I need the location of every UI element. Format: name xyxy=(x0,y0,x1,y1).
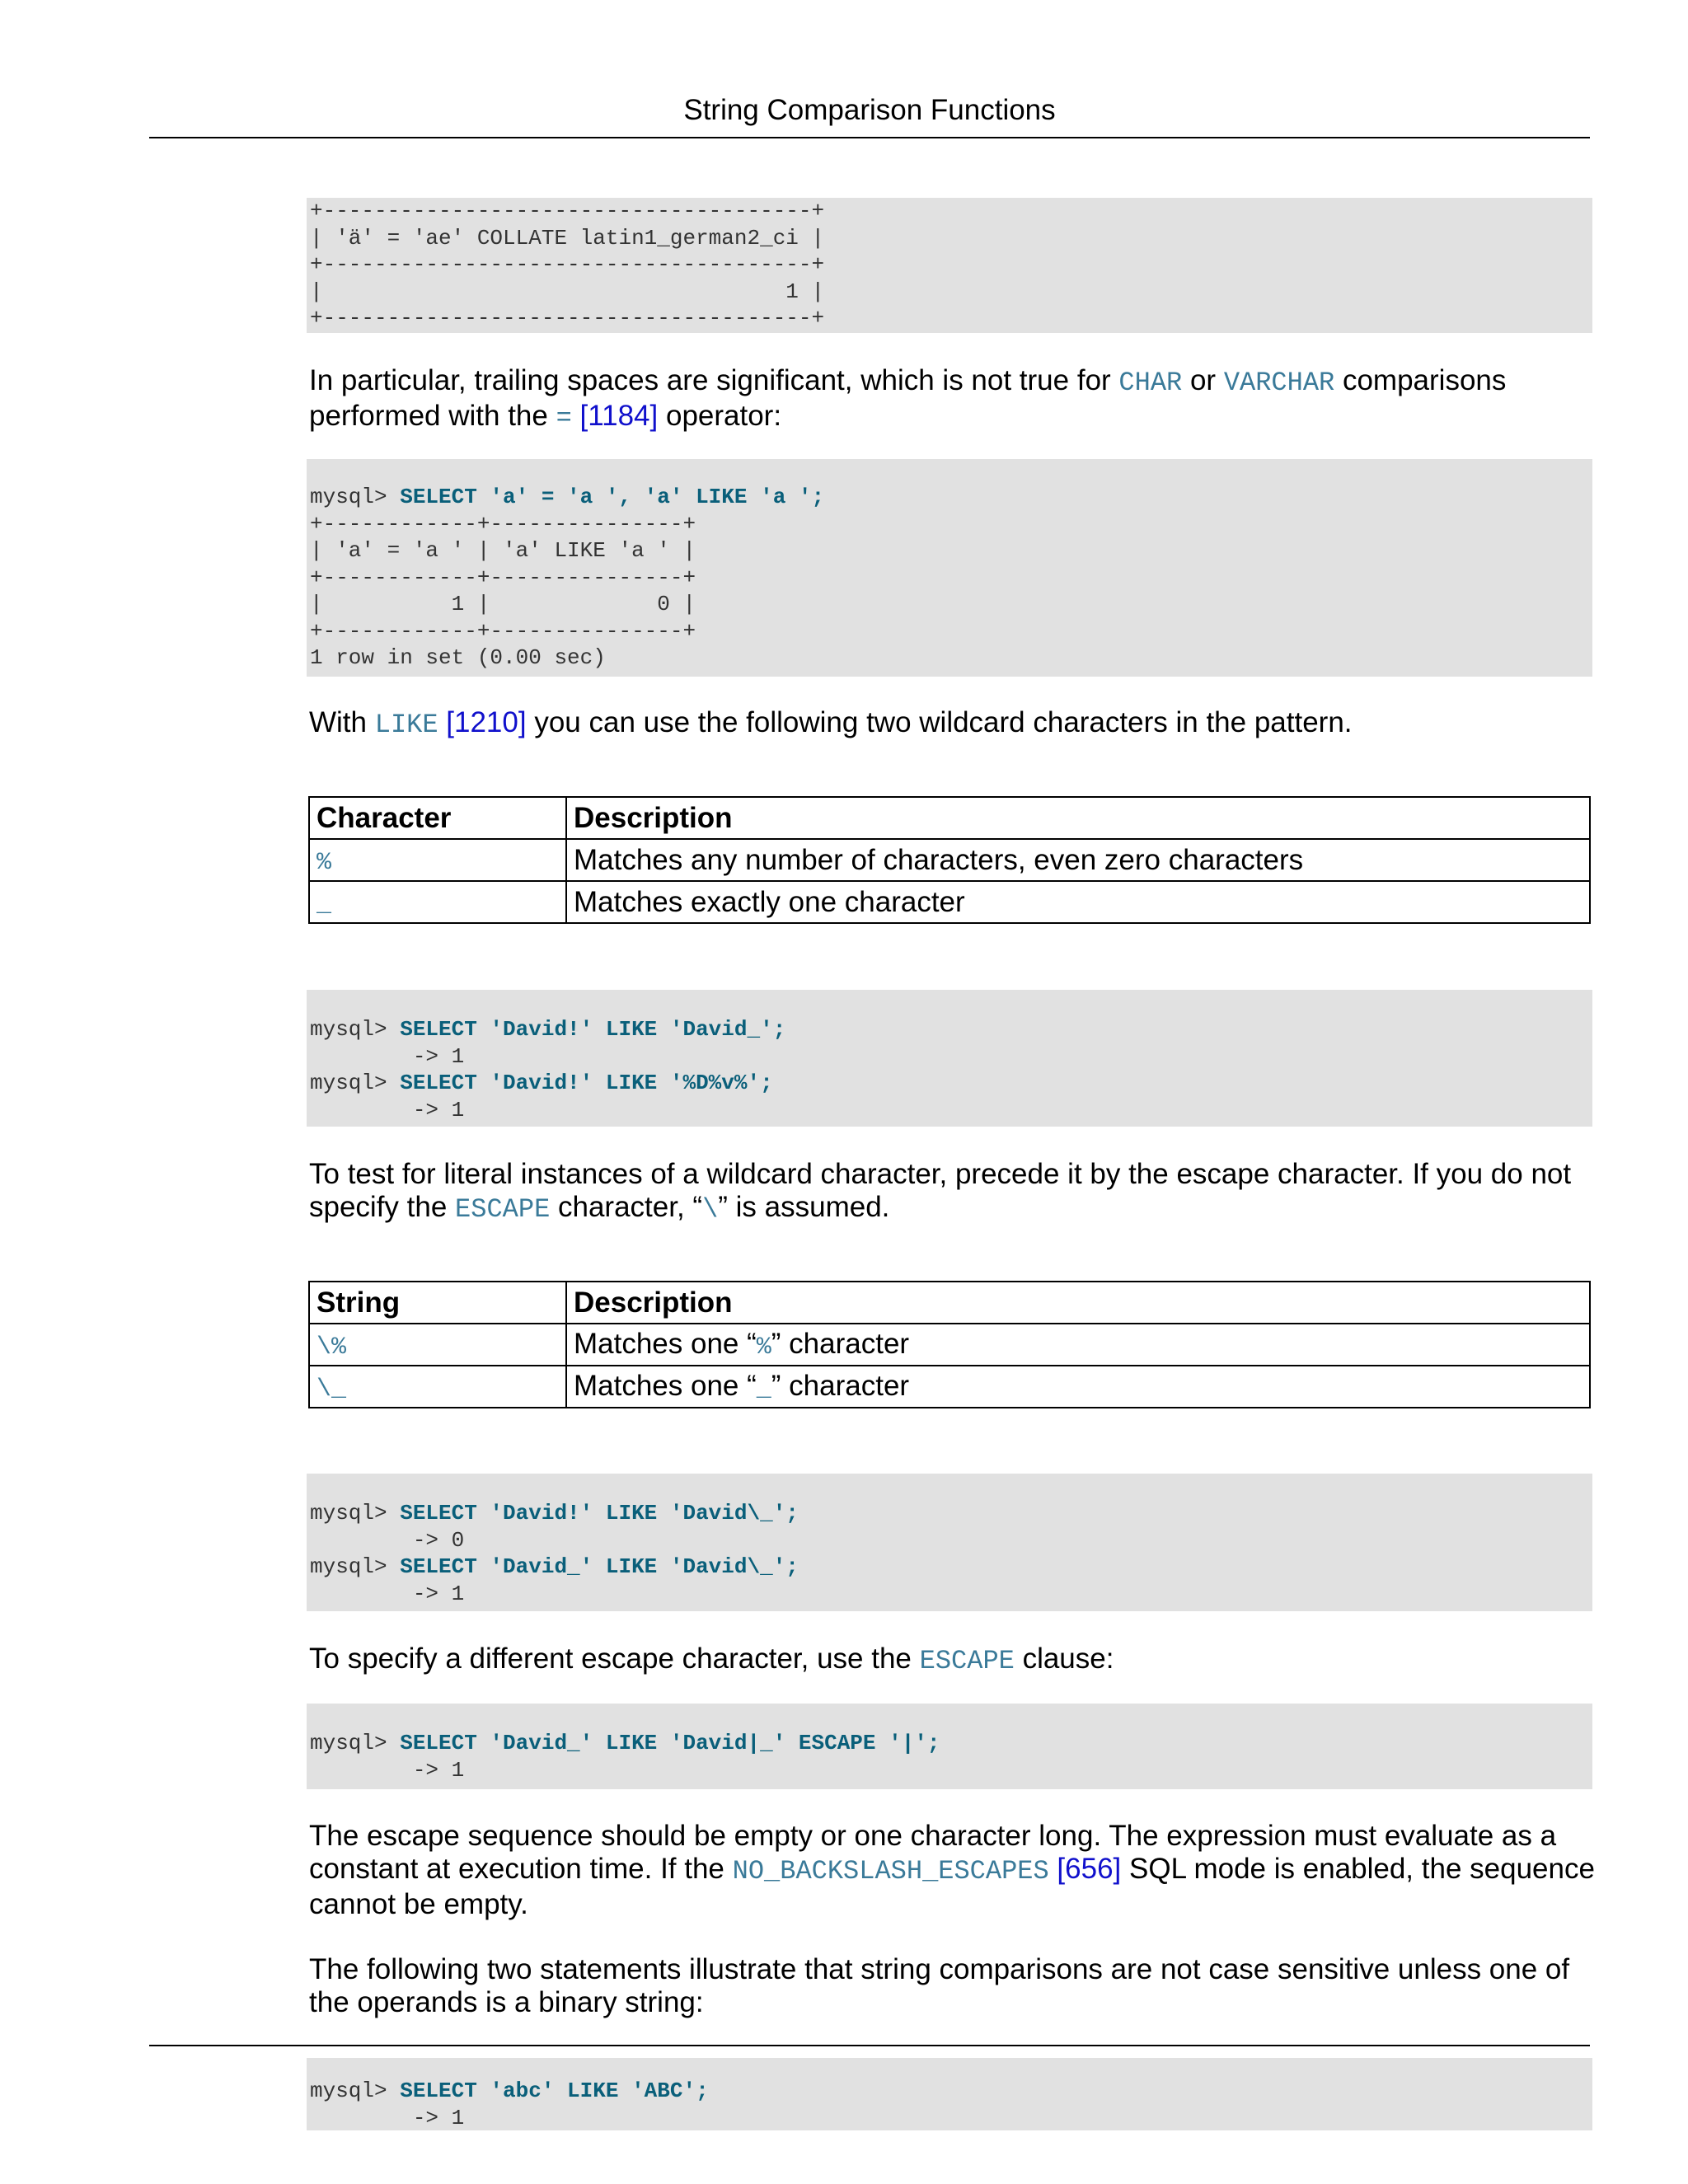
inline-code-varchar[interactable]: VARCHAR xyxy=(1223,368,1335,398)
page-header-title: String Comparison Functions xyxy=(683,94,1056,126)
sql-result: -> 0 xyxy=(310,1527,465,1553)
escape-description: Matches one “_” character xyxy=(566,1366,1590,1408)
sql-statement: SELECT 'David!' LIKE '%D%v%'; xyxy=(400,1071,773,1095)
inline-code-like[interactable]: LIKE xyxy=(374,710,438,740)
code-line: 1 row in set (0.00 sec) xyxy=(310,645,606,670)
sql-statement: SELECT 'a' = 'a ', 'a' LIKE 'a '; xyxy=(400,485,825,509)
inline-code-equals[interactable]: = xyxy=(556,403,572,434)
inline-code-escape[interactable]: ESCAPE xyxy=(919,1646,1015,1676)
wildcard-description: Matches exactly one character xyxy=(566,881,1590,923)
sql-result: -> 1 xyxy=(310,1097,465,1122)
sql-result: -> 1 xyxy=(310,1757,465,1783)
paragraph-like-wildcards: With LIKE [1210] you can use the following two wildcard characters in the pattern. xyxy=(309,706,1353,740)
code-block-escape-clause: mysql> SELECT 'David_' LIKE 'David|_' ESCAPE '|'; -> 1 xyxy=(307,1704,1592,1789)
code-block-escape-examples: mysql> SELECT 'David!' LIKE 'David\_'; -> 0 mysql> SELECT 'David_' LIKE 'David\_'; -> 1 xyxy=(307,1474,1592,1611)
inline-code-escape[interactable]: ESCAPE xyxy=(455,1194,551,1225)
table-header-row xyxy=(309,1282,1590,1324)
sql-statement: SELECT 'David!' LIKE 'David\_'; xyxy=(400,1501,799,1526)
escape-code: \% xyxy=(316,1333,347,1361)
code-block-case-example: mysql> SELECT 'abc' LIKE 'ABC'; -> 1 xyxy=(307,2058,1592,2130)
escape-description: Matches one “%” character xyxy=(566,1324,1590,1366)
code-line: | 1 | xyxy=(310,279,825,304)
code-line: +------------+---------------+ xyxy=(310,565,696,590)
inline-code-no-backslash-escapes[interactable]: NO_BACKSLASH_ESCAPES xyxy=(732,1856,1049,1886)
table-header-row xyxy=(309,797,1590,839)
page-ref-link[interactable]: [1184] xyxy=(579,400,659,432)
escape-string-table xyxy=(308,1281,1591,1408)
code-line: +--------------------------------------+ xyxy=(310,199,825,223)
page-ref-link[interactable]: [1210] xyxy=(446,706,527,738)
code-block-collate-result xyxy=(307,198,1592,333)
code-line: +------------+---------------+ xyxy=(310,618,696,644)
code-block-like-examples: mysql> SELECT 'David!' LIKE 'David_'; -> 1 mysql> SELECT 'David!' LIKE '%D%v%'; -> 1 xyxy=(307,990,1592,1127)
inline-code-backslash: \ xyxy=(702,1194,719,1225)
wildcard-description: Matches any number of characters, even zero characters xyxy=(566,839,1590,881)
table-row xyxy=(309,1324,1590,1366)
sql-statement: SELECT 'David!' LIKE 'David_'; xyxy=(400,1017,786,1042)
sql-statement: SELECT 'David_' LIKE 'David|_' ESCAPE '|'; xyxy=(400,1731,940,1755)
sql-statement: SELECT 'David_' LIKE 'David\_'; xyxy=(400,1554,799,1579)
column-header-character: Character xyxy=(309,797,566,839)
code-line: | 'a' = 'a ' | 'a' LIKE 'a ' | xyxy=(310,538,696,563)
sql-result: -> 1 xyxy=(310,1043,465,1069)
column-header-description: Description xyxy=(566,797,1590,839)
code-line: +------------+---------------+ xyxy=(310,511,696,537)
wildcard-code[interactable]: % xyxy=(316,849,332,877)
table-row xyxy=(309,1366,1590,1408)
wildcard-table xyxy=(308,796,1591,924)
escape-code: \_ xyxy=(316,1376,347,1404)
code-line: +--------------------------------------+ xyxy=(310,306,825,330)
inline-code-char[interactable]: CHAR xyxy=(1118,368,1183,398)
table-row xyxy=(309,839,1590,881)
page-ref-link[interactable]: [656] xyxy=(1057,1853,1122,1885)
table-row xyxy=(309,881,1590,923)
code-line: +--------------------------------------+ xyxy=(310,252,825,277)
page-break-rule xyxy=(149,2045,1590,2046)
column-header-string: String xyxy=(309,1282,566,1324)
paragraph-trailing-spaces: In particular, trailing spaces are significant, which is not true for CHAR or VARCHAR comparisons performed with the = [1184] operator: xyxy=(309,364,1507,434)
sql-result: -> 1 xyxy=(310,2105,465,2130)
paragraph-escape-character: To test for literal instances of a wildcard character, precede it by the escape character. If you do not specify the ESCAPE character, “\” is assumed. xyxy=(309,1158,1572,1225)
header-rule xyxy=(149,137,1590,138)
sql-statement: SELECT 'abc' LIKE 'ABC'; xyxy=(400,2079,709,2103)
paragraph-escape-clause: To specify a different escape character, use the ESCAPE clause: xyxy=(309,1643,1114,1676)
code-line: | 'ä' = 'ae' COLLATE latin1_german2_ci | xyxy=(310,225,825,251)
column-header-description: Description xyxy=(566,1282,1590,1324)
paragraph-case-sensitivity: The following two statements illustrate that string comparisons are not case sensitive unless one of the operands is a binary string: xyxy=(309,1953,1570,2018)
paragraph-escape-sequence: The escape sequence should be empty or one character long. The expression must evaluate as a constant at execution time. If the NO_BACKSLASH_ESCAPES [656] SQL mode is enabled, the sequence cannot be empty. xyxy=(309,1820,1595,1920)
code-line: | 1 | 0 | xyxy=(310,592,696,616)
wildcard-code[interactable]: _ xyxy=(316,891,332,919)
code-block-trailing-spaces: mysql> SELECT 'a' = 'a ', 'a' LIKE 'a '; +------------+---------------+ | 'a' = 'a ' | 'a' LIKE 'a ' | +------------+---------------+ | 1 | 0 | +------------+---------------+ 1 row in set (0.00 sec) xyxy=(307,459,1592,677)
sql-result: -> 1 xyxy=(310,1581,465,1606)
